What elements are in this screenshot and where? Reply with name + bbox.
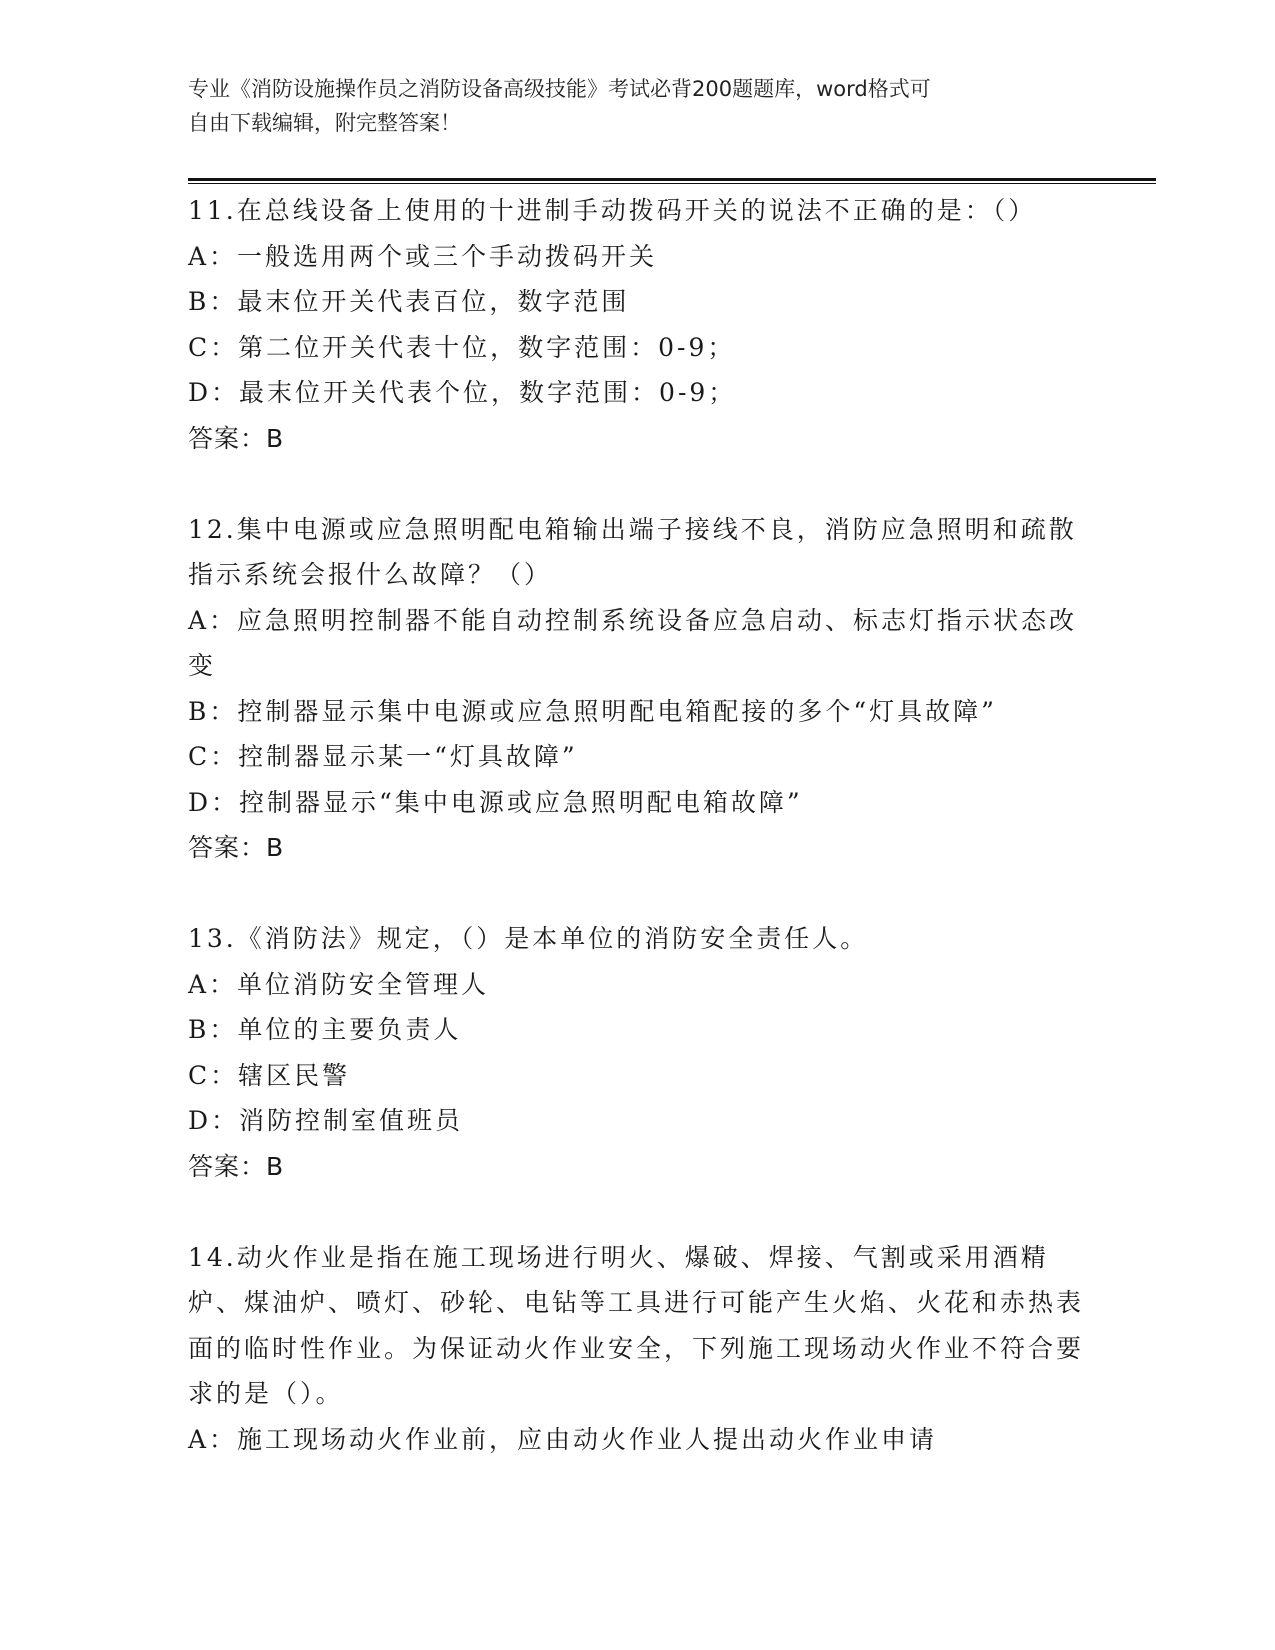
header-line-2: 自由下载编辑，附完整答案！ xyxy=(188,111,461,135)
header-divider-thick xyxy=(188,178,1156,181)
question-stem: 14.动火作业是指在施工现场进行明火、爆破、焊接、气割或采用酒精炉、煤油炉、喷灯、砂轮、电钻等工具进行可能产生火焰、火花和赤热表面的临时性作业。为保证动火作业安全，下列施工现场动火作业不符合要求的是（）。 xyxy=(188,1242,1085,1408)
question-list xyxy=(188,188,1088,1508)
question-item xyxy=(188,188,1088,461)
question-stem: 12.集中电源或应急照明配电箱输出端子接线不良，消防应急照明和疏散指示系统会报什么故障？（） xyxy=(188,514,1077,589)
option-a: A：应急照明控制器不能自动控制系统设备应急启动、标志灯指示状态改变 xyxy=(188,605,1078,680)
question-item xyxy=(188,507,1088,871)
option-d: D：消防控制室值班员 xyxy=(188,1106,464,1135)
option-b: B：单位的主要负责人 xyxy=(188,1015,462,1044)
question-stem: 11.在总线设备上使用的十进制手动拨码开关的说法不正确的是：（） xyxy=(188,196,1037,225)
option-a: A：施工现场动火作业前，应由动火作业人提出动火作业申请 xyxy=(188,1424,938,1454)
answer-line: 答案：B xyxy=(188,833,285,862)
option-c: C：控制器显示某一“灯具故障” xyxy=(188,742,578,771)
option-b: B：控制器显示集中电源或应急照明配电箱配接的多个“灯具故障” xyxy=(188,696,997,726)
option-c: C：第二位开关代表十位，数字范围：0-9； xyxy=(188,332,736,362)
option-b: B：最末位开关代表百位，数字范围 xyxy=(188,287,630,316)
question-item xyxy=(188,916,1088,1189)
question-stem: 13.《消防法》规定，（）是本单位的消防安全责任人。 xyxy=(188,924,869,953)
option-c: C：辖区民警 xyxy=(188,1060,351,1090)
option-a: A：一般选用两个或三个手动拨码开关 xyxy=(188,241,658,271)
header-divider-thin xyxy=(188,183,1156,184)
header-line-1: 专业《消防设施操作员之消防设备高级技能》考试必背200题题库，word格式可 xyxy=(188,77,931,101)
answer-line: 答案：B xyxy=(188,423,285,453)
option-d: D：最末位开关代表个位，数字范围：0-9； xyxy=(188,378,737,407)
answer-line: 答案：B xyxy=(188,1151,285,1181)
question-item xyxy=(188,1235,1088,1463)
option-d: D：控制器显示“集中电源或应急照明配电箱故障” xyxy=(188,787,803,817)
document-header xyxy=(188,72,1068,140)
option-a: A：单位消防安全管理人 xyxy=(188,969,490,999)
